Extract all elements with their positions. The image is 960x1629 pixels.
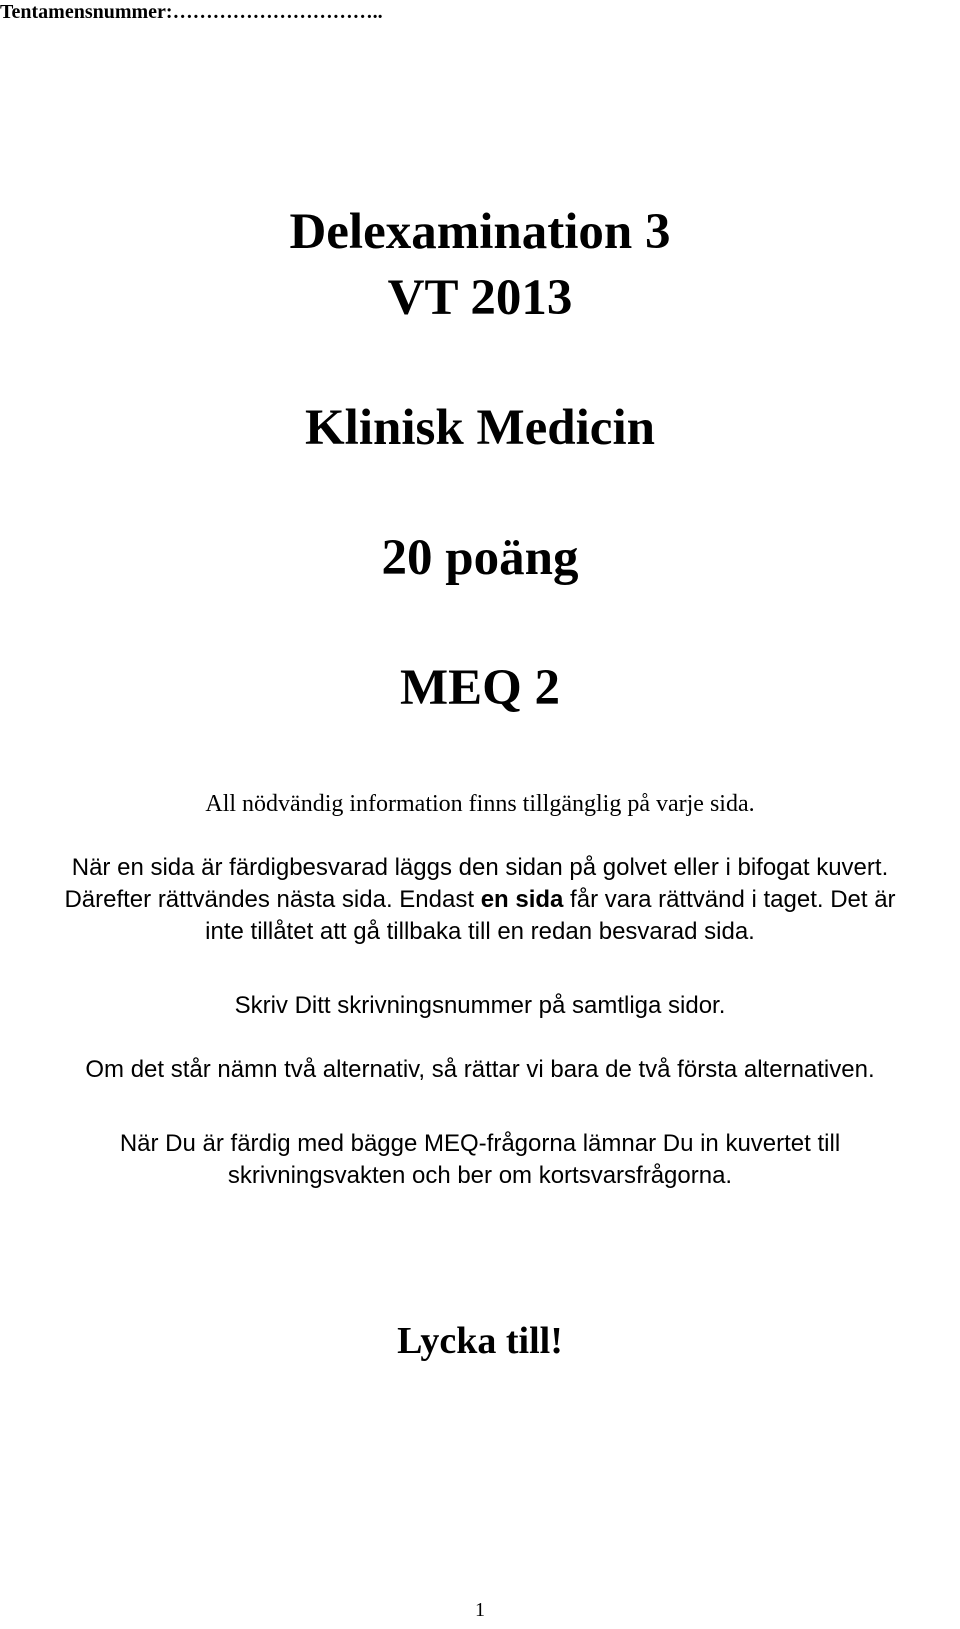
exam-part: MEQ 2	[399, 660, 561, 716]
page-number: 1	[475, 1599, 485, 1621]
instruction-information: All nödvändig information finns tillgänglig på varje sida.	[205, 791, 755, 817]
instruction-page-handling: När en sida är färdigbesvarad läggs den sidan på golvet eller i bifogat kuvert.	[71, 854, 889, 881]
closing-greeting: Lycka till!	[397, 1320, 563, 1362]
instruction-write-number: Skriv Ditt skrivningsnummer på samtliga sidor.	[234, 992, 726, 1019]
exam-title: Delexamination 3	[289, 204, 671, 260]
instruction-submit-line2: skrivningsvakten och ber om kortsvarsfrågorna.	[227, 1162, 733, 1189]
exam-points: 20 poäng	[381, 530, 579, 586]
exam-subject: Klinisk Medicin	[305, 400, 655, 456]
exam-term: VT 2013	[387, 270, 573, 326]
instruction-turn-page-end: får vara rättvänd i taget. Det är	[563, 886, 896, 913]
exam-number-label: Tentamensnummer:…………………………..	[0, 1, 383, 23]
instruction-no-going-back: inte tillåtet att gå tillbaka till en redan besvarad sida.	[205, 918, 755, 945]
instruction-submit-line1: När Du är färdig med bägge MEQ-frågorna lämnar Du in kuvertet till	[119, 1130, 841, 1157]
instruction-turn-page-start: Därefter rättvändes nästa sida. Endast	[64, 886, 481, 913]
instruction-emphasis: en sida	[480, 886, 564, 913]
instruction-turn-page	[0, 884, 960, 916]
instruction-alternatives: Om det står nämn två alternativ, så rättar vi bara de två första alternativen.	[85, 1056, 875, 1083]
